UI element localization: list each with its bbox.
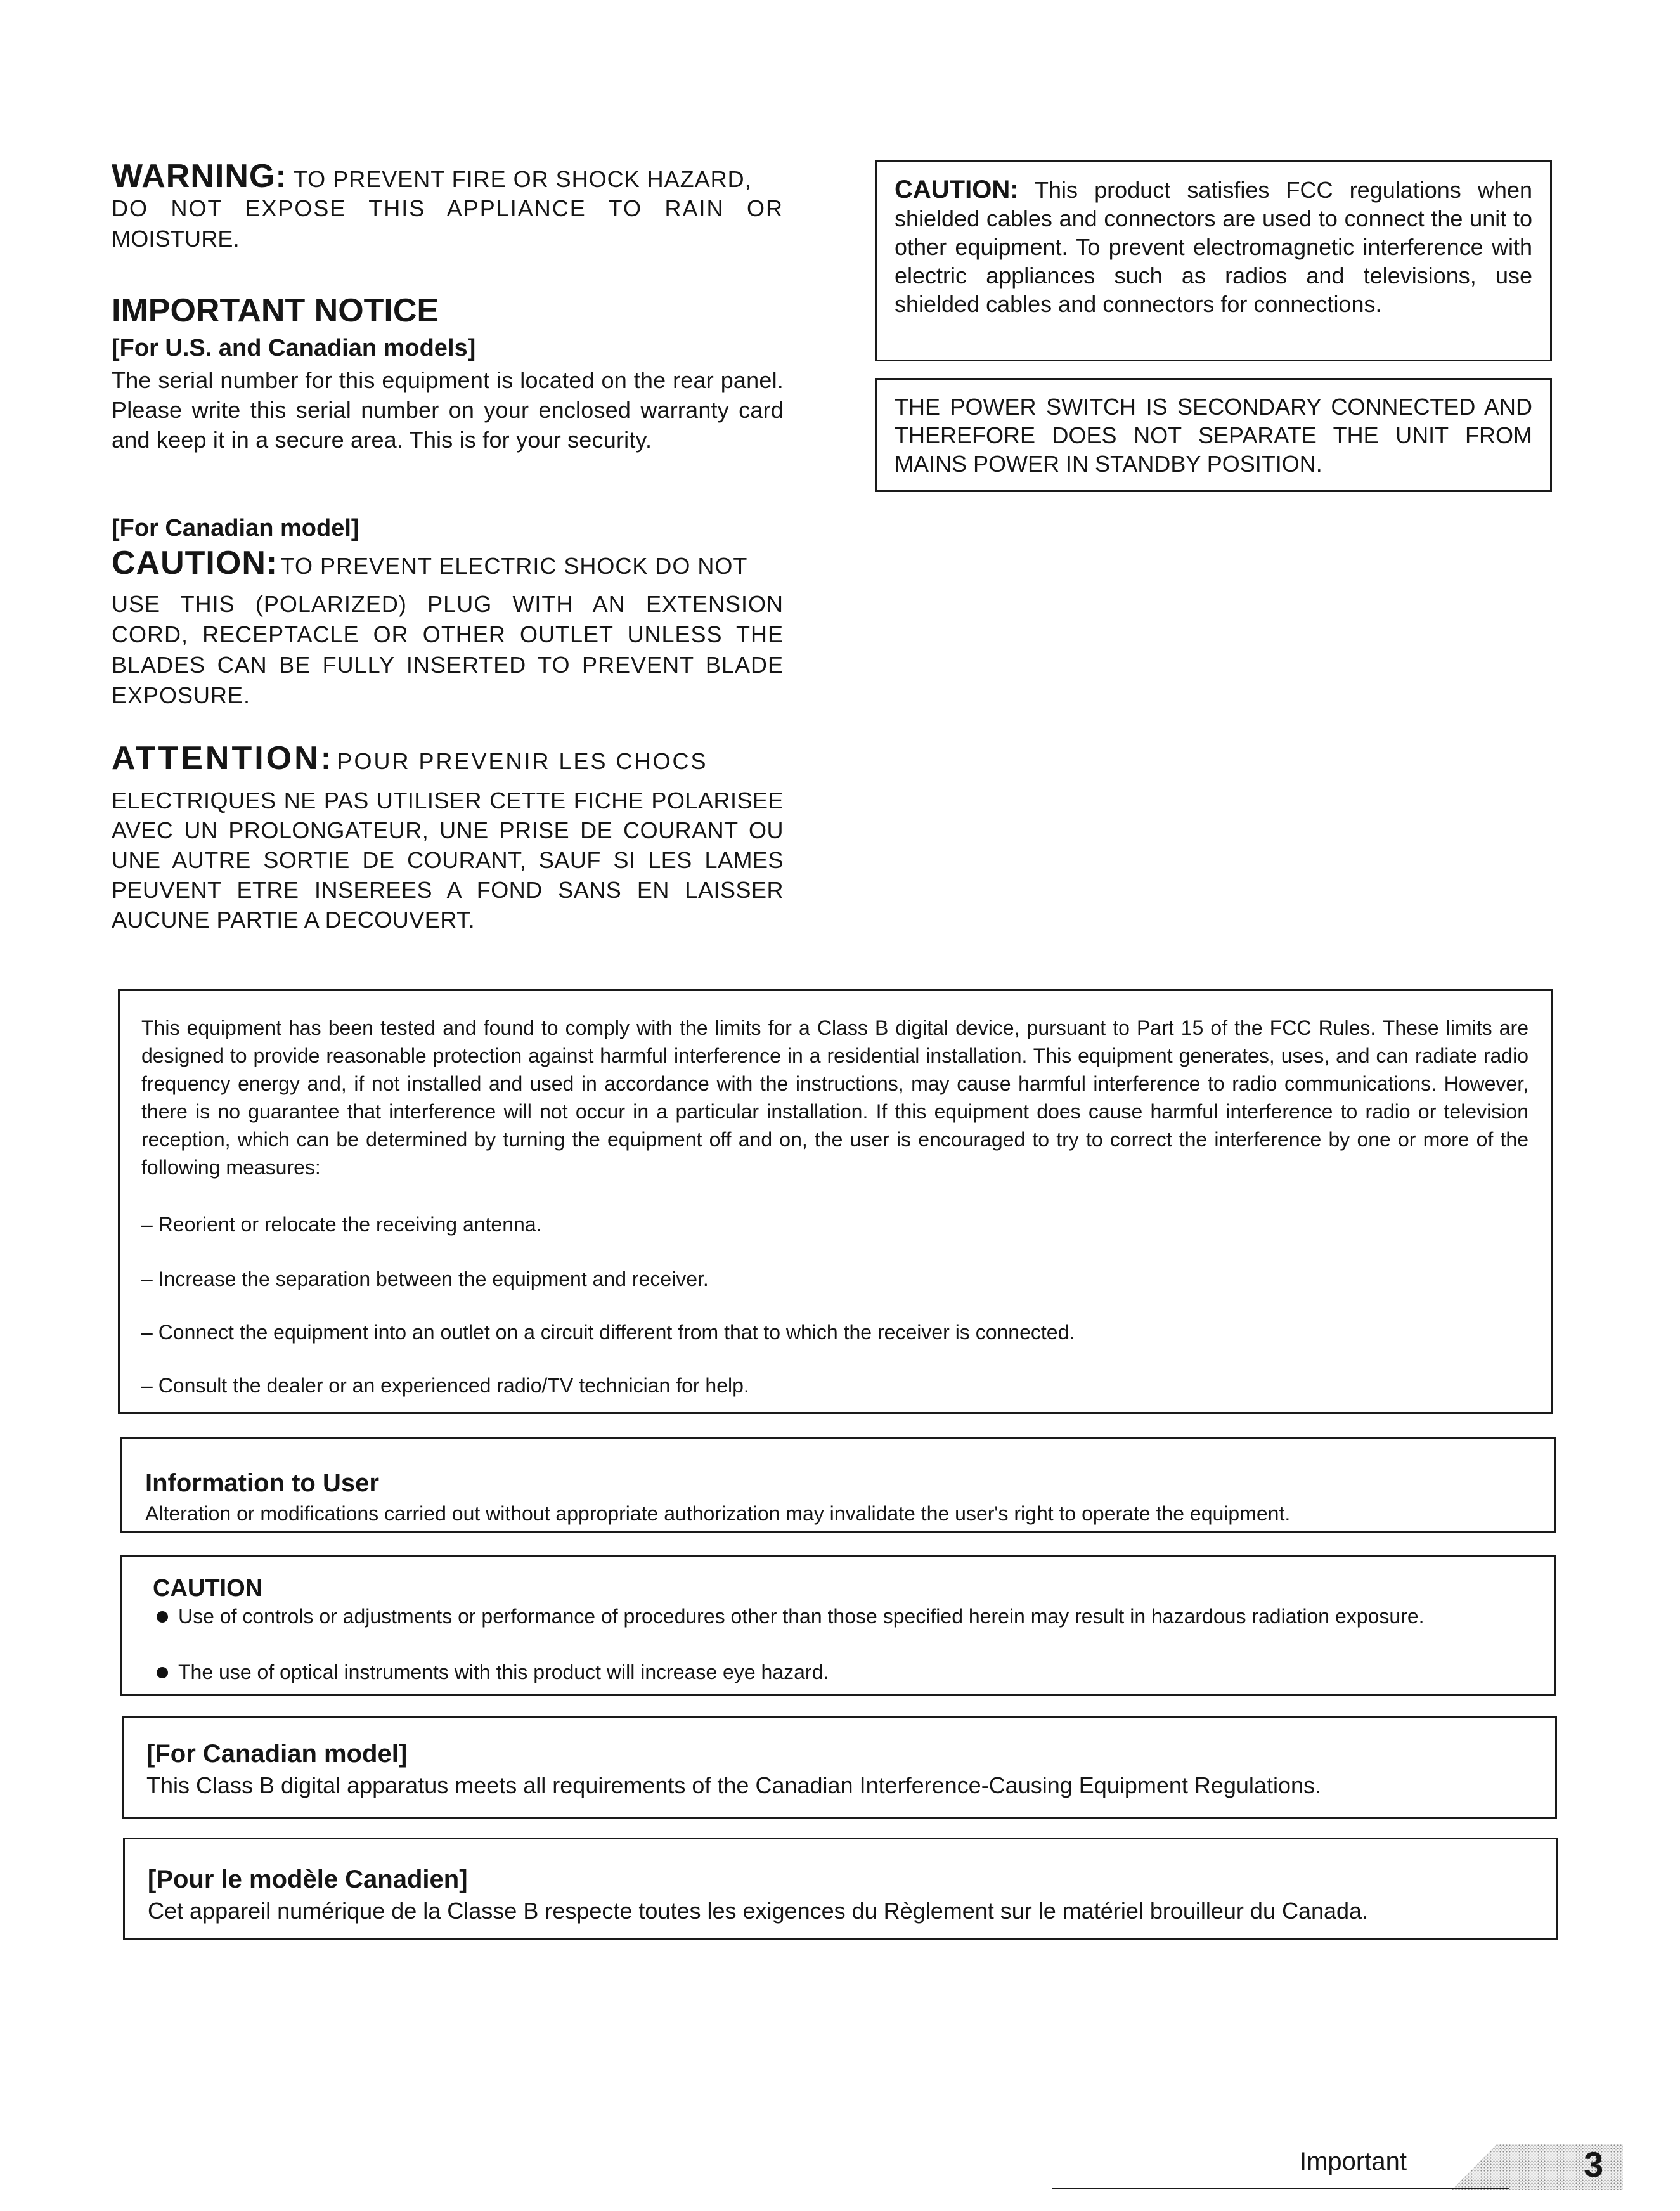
fcc-caution-body: This product satisfies FCC regulations when shielded cables and connectors are used to connect the unit to other equipment. To prevent electromagnetic interference with electric appliances such as radios and televisions, use shielded cables and connectors for connections. [895, 177, 1532, 317]
laser-bullet [157, 1602, 1532, 1630]
fcc-caution-box [875, 160, 1552, 361]
fcc-measure: – Connect the equipment into an outlet on a circuit different from that to which the receiver is connected. [141, 1321, 1075, 1344]
bullet-dot-icon [157, 1667, 168, 1678]
warning-section [112, 160, 784, 254]
fcc-part15-box [118, 989, 1553, 1414]
important-notice-section [112, 290, 784, 455]
page-number: 3 [1584, 2144, 1604, 2184]
canadian-model-heading: [For Canadian model] [146, 1740, 408, 1768]
laser-caution-heading: CAUTION [153, 1575, 263, 1602]
bullet-dot-icon [157, 1611, 168, 1623]
fcc-measure: – Consult the dealer or an experienced radio/TV technician for help. [141, 1374, 749, 1397]
footer [1052, 2143, 1623, 2194]
laser-bullet-text: Use of controls or adjustments or performance of procedures other than those specified herein may result in hazardous radiation exposure. [178, 1605, 1425, 1628]
laser-bullet-text: The use of optical instruments with this product will increase eye hazard. [178, 1661, 829, 1683]
fcc-caution-heading: CAUTION: [895, 176, 1019, 204]
important-notice-heading: IMPORTANT NOTICE [112, 292, 439, 329]
canadian-model-body: This Class B digital apparatus meets all requirements of the Canadian Interference-Causing Equipment Regulations. [146, 1772, 1321, 1798]
info-to-user-box [120, 1437, 1556, 1533]
french-model-box [123, 1838, 1558, 1940]
canadian-caution-body: USE THIS (POLARIZED) PLUG WITH AN EXTENSION CORD, RECEPTACLE OR OTHER OUTLET UNLESS THE BLADES CAN BE FULLY INSERTED TO PREVENT BLADE EXPOSURE. [112, 591, 784, 708]
power-switch-box [875, 378, 1552, 492]
footer-rule [1052, 2188, 1509, 2189]
laser-caution-box [120, 1555, 1556, 1696]
attention-heading: ATTENTION: [112, 740, 334, 777]
footer-section-label: Important [1300, 2148, 1407, 2175]
canadian-caution-subheading: [For Canadian model] [112, 515, 359, 541]
attention-body: ELECTRIQUES NE PAS UTILISER CETTE FICHE POLARISEE AVEC UN PROLONGATEUR, UNE PRISE DE COURANT OU UNE AUTRE SORTIE DE COURANT, SAUF SI LES LAMES PEUVENT ETRE INSEREES A FOND SANS EN LAISSER AUCUNE PARTIE A DECOUVERT. [112, 788, 784, 933]
fcc-part15-body: This equipment has been tested and found to comply with the limits for a Class B digital device, pursuant to Part 15 of the FCC Rules. These limits are designed to provide reasonable protection against harmful interference in a residential installation. This equipment generates, uses, and can radiate radio frequency energy and, if not installed and used in accordance with the instructions, may cause harmful interference to radio communications. However, there is no guarantee that interference will not occur in a particular installation. If this equipment does cause harmful interference to radio or television reception, which can be determined by turning the equipment off and on, the user is encouraged to try to correct the interference by one or more of the following measures: [141, 1016, 1528, 1179]
canadian-caution-section [112, 511, 784, 711]
fcc-measure: – Reorient or relocate the receiving antenna. [141, 1213, 542, 1236]
laser-bullet [157, 1658, 1532, 1686]
important-notice-subheading: [For U.S. and Canadian models] [112, 335, 476, 361]
attention-section [112, 739, 784, 935]
warning-line3: MOISTURE. [112, 226, 240, 252]
canadian-caution-heading: CAUTION: [112, 545, 278, 581]
important-notice-body: The serial number for this equipment is located on the rear panel. Please write this serial number on your enclosed warranty card and keep it in a secure area. This is for your security. [112, 367, 784, 453]
warning-line1: TO PREVENT FIRE OR SHOCK HAZARD, [293, 166, 752, 192]
fcc-measure: – Increase the separation between the equipment and receiver. [141, 1268, 709, 1290]
french-model-heading: [Pour le modèle Canadien] [148, 1865, 468, 1893]
canadian-model-box [122, 1716, 1557, 1819]
info-heading: Information to User [145, 1469, 379, 1497]
power-switch-text: THE POWER SWITCH IS SECONDARY CONNECTED AND THEREFORE DOES NOT SEPARATE THE UNIT FROM MAINS POWER IN STANDBY POSITION. [895, 394, 1532, 477]
attention-line1: POUR PREVENIR LES CHOCS [337, 748, 708, 774]
warning-line2: DO NOT EXPOSE THIS APPLIANCE TO RAIN OR [112, 195, 784, 221]
french-model-body: Cet appareil numérique de la Classe B respecte toutes les exigences du Règlement sur le matériel brouilleur du Canada. [148, 1898, 1369, 1924]
warning-heading: WARNING: [112, 158, 287, 195]
info-body: Alteration or modifications carried out without appropriate authorization may invalidate the user's right to operate the equipment. [145, 1502, 1291, 1525]
canadian-caution-line1: TO PREVENT ELECTRIC SHOCK DO NOT [280, 553, 748, 579]
